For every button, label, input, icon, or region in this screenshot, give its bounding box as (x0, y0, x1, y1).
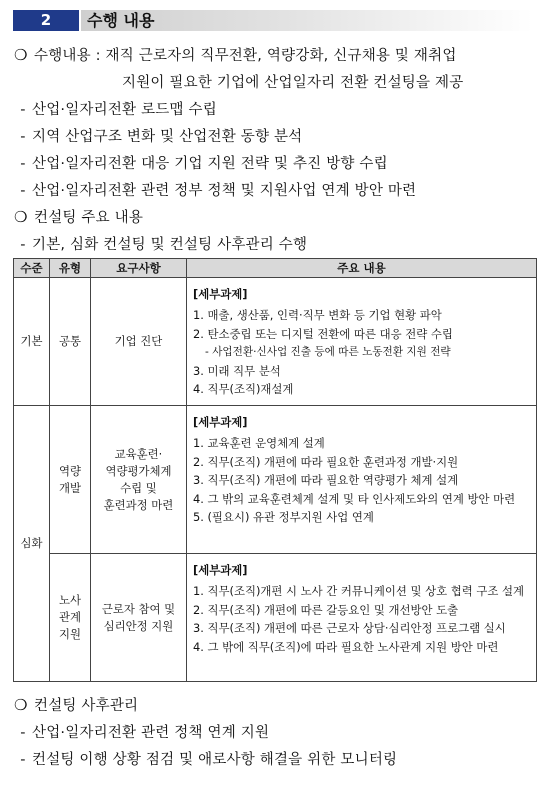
requirement-diagnosis: 기업 진단 (91, 278, 187, 406)
section-number: 2 (13, 10, 79, 31)
circle-bullet-icon: ❍ (14, 46, 28, 64)
circle-bullet-icon: ❍ (14, 696, 28, 714)
intro-line-1: ❍ 수행내용 : 재직 근로자의 직무전환, 역량강화, 신규채용 및 재취업 (14, 46, 457, 64)
type-competency: 역량 개발 (50, 406, 91, 554)
tasks-labor-relations (187, 554, 537, 682)
task-item: 2. 탄소중립 또는 디지털 전환에 따른 대응 전략 수립 (193, 326, 453, 341)
task-subitem: - 사업전환·신사업 진출 등에 따른 노동전환 지원 전략 (205, 346, 451, 358)
task-item: 2. 직무(조직) 개편에 따른 갈등요인 및 개선방안 도출 (193, 602, 459, 617)
task-item: 3. 직무(조직) 개편에 따라 필요한 역량평가 체계 설계 (193, 473, 459, 487)
section-header (13, 10, 533, 31)
task-item: 3. 직무(조직) 개편에 따른 근로자 상담·심리안정 프로그램 실시 (193, 621, 506, 635)
intro-bullet-4: - 산업·일자리전환 관련 정부 정책 및 지원사업 연계 방안 마련 (20, 183, 417, 199)
header-content: 주요 내용 (187, 259, 537, 278)
task-item: 1. 교육훈련 운영체계 설계 (193, 436, 325, 450)
intro-bullet-3: - 산업·일자리전환 대응 기업 지원 전략 및 추진 방향 수립 (20, 156, 388, 172)
type-labor-relations: 노사 관계 지원 (50, 554, 91, 682)
task-label: [세부과제] (193, 415, 248, 429)
level-basic: 기본 (14, 278, 50, 406)
intro-bullet-1: - 산업·일자리전환 로드맵 수립 (20, 102, 217, 118)
followup-heading: ❍ 컨설팅 사후관리 (14, 696, 139, 714)
task-item: 3. 미래 직무 분석 (193, 363, 281, 378)
task-item: 4. 그 밖에 직무(조직)에 따라 필요한 노사관계 지원 방안 마련 (193, 639, 499, 654)
intro-line-2: 지원이 필요한 기업에 산업일자리 전환 컨설팅을 제공 (122, 75, 464, 91)
followup-bullet-2: - 컨설팅 이행 상황 점검 및 애로사항 해결을 위한 모니터링 (20, 752, 398, 768)
header-level: 수준 (14, 259, 50, 278)
header-requirement: 요구사항 (91, 259, 187, 278)
level-advanced: 심화 (14, 406, 50, 682)
task-item: 2. 직무(조직) 개편에 따라 필요한 훈련과정 개발·지원 (193, 454, 459, 469)
task-item: 5. (필요시) 유관 정부지원 사업 연계 (193, 510, 374, 524)
table-row (14, 406, 537, 554)
followup-bullet-1: - 산업·일자리전환 관련 정책 연계 지원 (20, 725, 270, 741)
task-label: [세부과제] (193, 287, 248, 301)
consult-heading: ❍ 컨설팅 주요 내용 (14, 208, 144, 226)
table-header-row (14, 259, 537, 278)
requirement-participation: 근로자 참여 및 심리안정 지원 (91, 554, 187, 682)
tasks-basic (187, 278, 537, 406)
task-item: 4. 그 밖의 교육훈련체계 설계 및 타 인사제도와의 연계 방안 마련 (193, 491, 516, 506)
task-item: 4. 직무(조직)재설계 (193, 382, 294, 396)
task-item: 1. 직무(조직)개편 시 노사 간 커뮤니케이션 및 상호 협력 구조 설계 (193, 584, 525, 598)
task-label: [세부과제] (193, 563, 248, 577)
consulting-table (13, 258, 537, 682)
header-type: 유형 (50, 259, 91, 278)
type-common: 공통 (50, 278, 91, 406)
consult-bullet: - 기본, 심화 컨설팅 및 컨설팅 사후관리 수행 (20, 237, 308, 253)
task-item: 1. 매출, 생산품, 인력·직무 변화 등 기업 현황 파악 (193, 308, 442, 322)
intro-bullet-2: - 지역 산업구조 변화 및 산업전환 동향 분석 (20, 129, 303, 145)
table-row (14, 278, 537, 406)
table-row (14, 554, 537, 682)
requirement-training: 교육훈련· 역량평가체계 수립 및 훈련과정 마련 (91, 406, 187, 554)
circle-bullet-icon: ❍ (14, 208, 28, 226)
tasks-competency (187, 406, 537, 554)
section-title: 수행 내용 (81, 10, 533, 31)
